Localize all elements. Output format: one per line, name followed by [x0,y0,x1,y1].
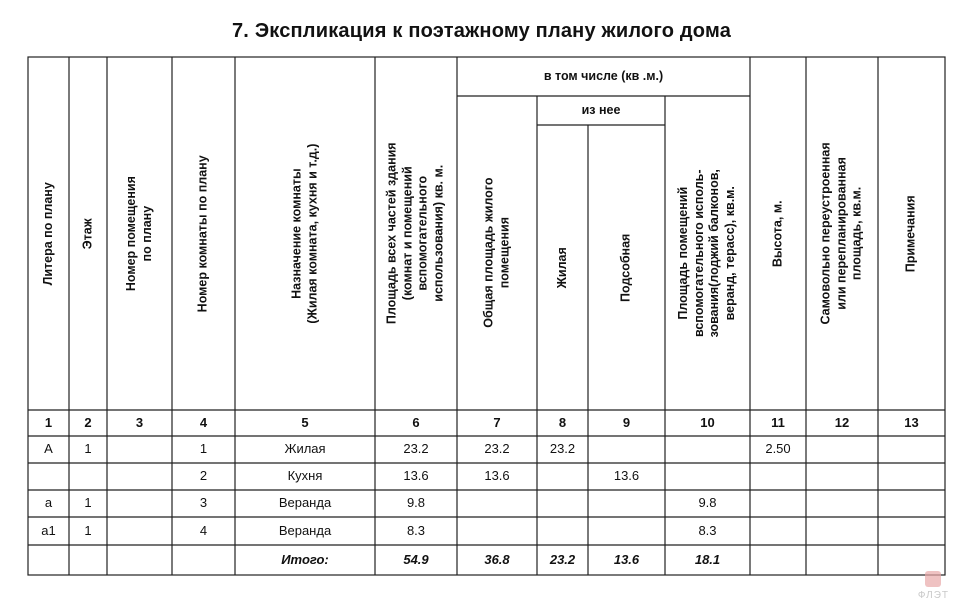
table-cell [750,517,806,545]
column-number: 4 [199,414,208,430]
table-cell: 13.6 [403,468,429,484]
table-cell: 23.2 [484,441,510,457]
header-notes-text: Примечания [903,195,918,272]
header-purpose-line2: (Жилая комната, кухня и т.д.) [305,143,319,324]
header-floor [69,57,107,410]
column-number: 2 [84,414,92,430]
total-cell [107,545,172,575]
header-living-text: Жилая [554,246,569,289]
header-area-line3: вспомогательного [416,176,431,291]
table-cell [878,490,945,517]
header-height-text: Высота, м. [770,200,785,267]
table-cell: а1 [41,522,56,538]
table-cell [107,490,172,517]
table-cell: А [44,441,53,457]
header-group: в том числе (кв .м.) [543,69,664,84]
column-number: 7 [493,414,501,430]
total-cell [750,545,806,575]
table-cell [665,463,750,490]
column-number: 8 [558,414,567,430]
table-cell [588,490,665,517]
table-cell [107,517,172,545]
table-cell [69,463,107,490]
table-cell: 13.6 [484,468,510,484]
header-c7-line2: помещения [497,217,512,289]
table-cell: 8.3 [406,522,426,538]
table-cell: 4 [199,522,208,538]
table-cell [537,463,588,490]
page-title: 7. Экспликация к поэтажному плану жилого дома [231,20,732,42]
table-cell: 1 [84,441,92,457]
table-cell [806,436,878,463]
total-cell [172,545,235,575]
header-unauthorized-area [806,57,878,410]
header-room-number-text: Номер комнаты по плану [195,155,210,312]
table-cell: 13.6 [613,468,640,484]
column-number: 1 [44,414,53,430]
table-cell [28,463,69,490]
table-cell: 1 [84,522,92,538]
header-total-area-text [385,143,448,325]
table-cell: 1 [199,441,208,457]
table-cell: 23.2 [403,441,429,457]
column-number: 11 [771,414,785,430]
header-room-number [172,57,235,410]
total-cell [806,545,878,575]
table-cell [750,463,806,490]
header-c12-line1: Самовольно переустроенная [818,142,833,325]
table-cell: Жилая [284,441,326,457]
table-cell: 2 [199,468,208,484]
header-unauthorized-text [819,142,866,324]
header-area-line1: Площадь всех частей здания [384,142,399,325]
header-living-premise-area [457,96,537,410]
header-auxiliary-text: Подсобная [618,233,633,302]
table-cell: 9.8 [698,495,717,511]
table-cell: Веранда [278,522,332,538]
table-cell [878,517,945,545]
table-cell: 2.50 [765,441,791,457]
header-total-area [375,57,457,410]
column-number: 6 [412,414,420,430]
watermark-logo-icon [925,571,941,587]
table-cell [457,490,537,517]
table-cell [537,490,588,517]
header-c7-line1: Общая площадь жилого [481,177,496,329]
header-c12-line2: или перепланированная [834,157,849,310]
header-auxiliary [588,125,665,410]
header-c10-line4: веранд, терасс), кв.м. [723,185,738,321]
table-cell [878,463,945,490]
total-cell: 54.9 [403,551,429,567]
table-cell: Кухня [287,468,323,484]
table-cell [806,463,878,490]
header-area-line4: использования) кв. м. [431,165,446,302]
table-cell: 3 [199,495,208,511]
column-number: 13 [904,414,919,430]
table-cell [107,463,172,490]
column-number: 3 [135,414,144,430]
header-living [537,125,588,410]
table-cell [457,517,537,545]
total-cell: 23.2 [549,551,576,567]
header-purpose-line1: Назначение комнаты [289,168,304,299]
header-litera [28,57,69,410]
table-cell [588,436,665,463]
header-c10-line2: вспомогательного исполь- [691,169,706,337]
header-premise-line2: по плану [139,205,154,262]
column-number: 9 [622,414,631,430]
header-premise-line1: Номер помещения [123,175,138,292]
header-c10-line1: Площадь помещений [676,186,691,320]
table-cell: 23.2 [549,441,576,457]
header-area-line2: (комнат и помещений [400,166,415,301]
watermark-text: ФЛЭТ [917,590,949,601]
table-cell: а [44,495,53,511]
table-cell [537,517,588,545]
table-cell [665,436,750,463]
header-aux-area-text [676,169,739,337]
total-label: Итого: [281,551,329,567]
total-cell [28,545,69,575]
column-number: 5 [301,414,309,430]
table-cell: 9.8 [406,495,426,511]
header-litera-text: Литера по плану [40,181,55,286]
table-cell: Веранда [278,495,332,511]
header-room-purpose [235,57,375,410]
header-floor-text: Этаж [80,218,95,249]
column-number: 12 [834,414,850,430]
header-living-premise-text [481,178,512,328]
header-subgroup: из нее [581,103,621,118]
table-cell: 1 [84,495,92,511]
table-cell [806,517,878,545]
table-cell [806,490,878,517]
total-cell: 36.8 [484,551,510,567]
header-c10-line3: зования(лоджий балконов, [707,168,722,338]
header-premise-number [107,57,172,410]
header-aux-area [665,96,750,410]
header-room-purpose-text [289,144,320,324]
header-premise-number-text [124,176,155,291]
header-c12-line3: площадь, кв.м. [849,186,864,281]
table-cell [750,490,806,517]
total-cell: 13.6 [613,551,640,567]
header-notes [878,57,945,410]
total-cell [69,545,107,575]
table-cell [107,436,172,463]
table-cell: 8.3 [698,522,717,538]
table-cell [878,436,945,463]
table-cell [588,517,665,545]
total-cell: 18.1 [694,551,721,567]
column-number: 10 [700,414,715,430]
header-height [750,57,806,410]
